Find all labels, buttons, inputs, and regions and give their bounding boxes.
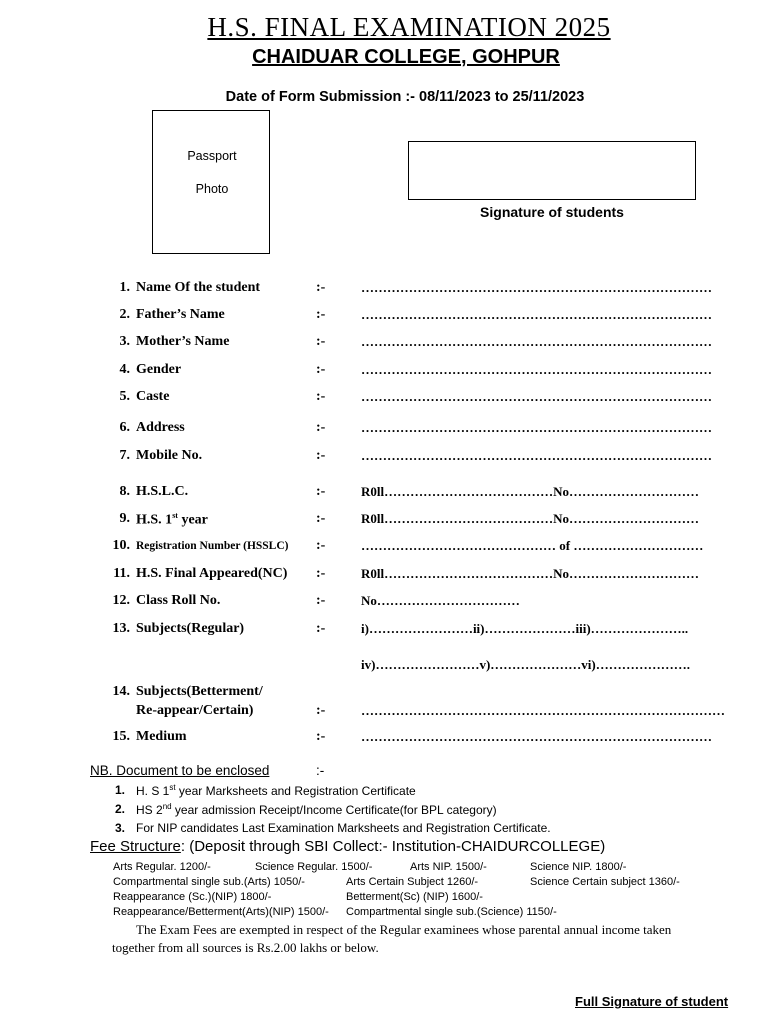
field-blank[interactable]: R0ll…………………………………No………………………… [361, 511, 699, 526]
field-number: 2. [119, 307, 130, 322]
photo-label-line2: Photo [195, 182, 229, 196]
fee-item: Betterment(Sc) (NIP) 1600/- [346, 891, 483, 903]
field-colon: :- [316, 729, 326, 744]
exam-title: H.S. FINAL EXAMINATION 2025 [207, 12, 611, 42]
field-colon: :- [316, 621, 326, 636]
field-blank[interactable]: i)……………………ii)…………………iii)………………….. [361, 621, 689, 636]
field-number: 8. [119, 484, 130, 499]
field-number: 11. [113, 566, 130, 581]
field-label: Subjects(Betterment/ [136, 684, 263, 699]
full-signature-label: Full Signature of student [575, 994, 729, 1009]
field-blank[interactable]: ……………………………………………………………………… [361, 280, 712, 295]
field-label: Re-appear/Certain) [136, 703, 254, 718]
field-number: 13. [112, 621, 130, 636]
field-colon: :- [316, 448, 326, 463]
field-label: Address [136, 420, 185, 435]
student-signature-box[interactable] [408, 141, 696, 200]
field-number: 14. [112, 684, 130, 699]
fee-item: Arts NIP. 1500/- [410, 861, 487, 873]
field-number: 15. [112, 729, 130, 744]
signature-label: Signature of students [480, 204, 624, 220]
field-label: H.S. Final Appeared(NC) [136, 566, 288, 581]
field-colon: :- [316, 703, 326, 718]
field-number: 4. [119, 362, 130, 377]
field-blank[interactable]: No…………………………… [361, 593, 520, 608]
field-blank[interactable]: ……………………………………………………………………… [361, 334, 712, 349]
fee-item: Reappearance (Sc.)(NIP) 1800/- [113, 891, 272, 903]
field-number: 9. [119, 511, 130, 526]
field-colon: :- [316, 280, 326, 295]
field-colon: :- [316, 511, 326, 526]
field-blank[interactable]: ……………………………………………………………………… [361, 307, 712, 322]
field-blank[interactable]: iv)……………………v)…………………vi)…………………. [361, 657, 690, 672]
field-colon: :- [316, 538, 326, 553]
nb-prefix: NB. [90, 763, 113, 778]
college-name: CHAIDUAR COLLEGE, GOHPUR [252, 46, 560, 68]
nb-colon: :- [316, 763, 325, 778]
fee-exemption-note: The Exam Fees are exempted in respect of the Regular examinees whose parental annual income taken together from all sources is Rs.2.00 lakhs or below. [112, 922, 672, 955]
field-colon: :- [316, 334, 326, 349]
fee-item: Science Certain subject 1360/- [530, 876, 680, 888]
fee-item: Reappearance/Betterment(Arts)(NIP) 1500/- [113, 906, 329, 918]
field-number: 6. [119, 420, 130, 435]
field-colon: :- [316, 389, 326, 404]
field-label: Caste [136, 389, 170, 404]
field-colon: :- [316, 307, 326, 322]
field-number: 10. [112, 538, 130, 553]
field-label: H.S. 1st year [136, 511, 208, 528]
fee-item: Compartmental single sub.(Arts) 1050/- [113, 876, 305, 888]
field-colon: :- [316, 362, 326, 377]
field-number: 12. [112, 593, 130, 608]
field-blank[interactable]: R0ll…………………………………No………………………… [361, 484, 699, 499]
field-label: Father’s Name [136, 307, 225, 322]
field-label: Gender [136, 362, 182, 377]
field-blank[interactable]: ……………………………………………………………………… [361, 729, 712, 744]
field-label: Registration Number (HSSLC) [136, 540, 289, 552]
field-label: Mother’s Name [136, 334, 230, 349]
fee-item: Science Regular. 1500/- [255, 861, 373, 873]
field-number: 1. [119, 280, 130, 295]
field-label: Name Of the student [136, 280, 261, 295]
field-colon: :- [316, 420, 326, 435]
field-colon: :- [316, 484, 326, 499]
photo-label-line1: Passport [187, 149, 237, 163]
fee-item: Science NIP. 1800/- [530, 861, 627, 873]
field-blank[interactable]: ……………………………………………………………………… [361, 420, 712, 435]
field-blank[interactable]: ………………………………………………………………………… [361, 703, 725, 718]
fee-item: Compartmental single sub.(Science) 1150/- [346, 906, 557, 918]
fee-structure-heading [90, 838, 605, 855]
field-label: H.S.L.C. [136, 484, 189, 499]
passport-photo-box[interactable] [152, 110, 270, 254]
field-number: 7. [119, 448, 130, 463]
nb-heading [90, 763, 269, 778]
field-blank[interactable]: ……………………………………………………………………… [361, 389, 712, 404]
nb-label: Document to be enclosed [112, 763, 270, 778]
fee-item: Arts Certain Subject 1260/- [346, 876, 479, 888]
field-blank[interactable]: ……………………………………………………………………… [361, 448, 712, 463]
submission-date: Date of Form Submission :- 08/11/2023 to 25/11/2023 [225, 89, 585, 105]
field-number: 5. [119, 389, 130, 404]
field-number: 3. [119, 334, 130, 349]
field-blank[interactable]: ……………………………………… of ………………………… [361, 538, 704, 553]
fee-heading-label: Fee Structure [90, 838, 181, 855]
field-label: Subjects(Regular) [136, 621, 245, 636]
fee-item: Arts Regular. 1200/- [113, 861, 211, 873]
fee-heading-detail: : (Deposit through SBI Collect:- Institution-CHAIDURCOLLEGE) [180, 838, 606, 855]
field-colon: :- [316, 566, 326, 581]
field-blank[interactable]: ……………………………………………………………………… [361, 362, 712, 377]
field-colon: :- [316, 593, 326, 608]
field-label: Medium [136, 729, 187, 744]
field-label: Class Roll No. [136, 593, 221, 608]
field-blank[interactable]: R0ll…………………………………No………………………… [361, 566, 699, 581]
field-label: Mobile No. [136, 448, 203, 463]
